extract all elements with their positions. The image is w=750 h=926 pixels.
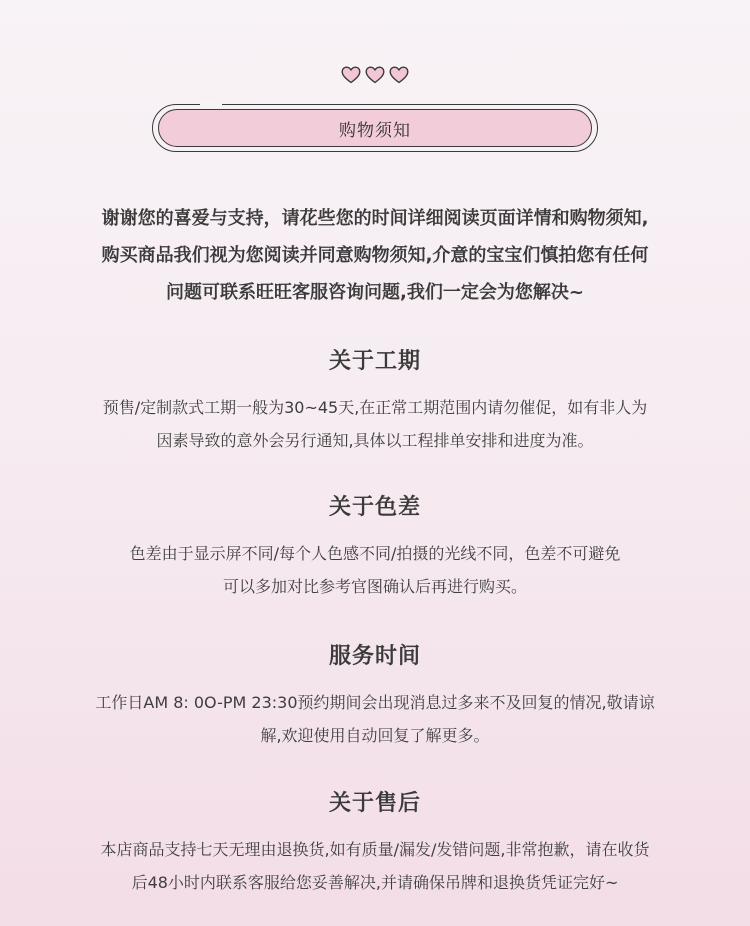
- section-body: [30, 391, 720, 457]
- section-body: [30, 537, 720, 603]
- intro-line: 问题可联系旺旺客服咨询问题,我们一定会为您解决~: [166, 282, 584, 303]
- title-banner-gap: [200, 101, 222, 107]
- section-line: 后48小时内联系客服给您妥善解决,并请确保吊牌和退换货凭证完好~: [131, 873, 619, 892]
- section-after-sales: [30, 789, 720, 899]
- section-service-hours: [30, 642, 720, 752]
- section-title: 关于色差: [328, 495, 421, 520]
- intro-line: 谢谢您的喜爱与支持，请花些您的时间详细阅读页面详情和购物须知,: [101, 208, 649, 229]
- section-line: 解,欢迎使用自动回复了解更多。: [260, 726, 490, 745]
- section-line: 本店商品支持七天无理由退换货,如有质量/漏发/发错问题,非常抱歉，请在收货: [100, 840, 650, 859]
- section-line: 因素导致的意外会另行通知,具体以工程排单安排和进度为准。: [156, 431, 594, 450]
- section-title: 服务时间: [328, 644, 421, 669]
- heart-icon: [365, 66, 385, 84]
- heart-icon: [389, 66, 409, 84]
- intro-paragraph: [40, 200, 710, 311]
- title-banner: [152, 104, 598, 152]
- heart-icon: [341, 66, 361, 84]
- section-line: 可以多加对比参考官图确认后再进行购买。: [222, 577, 527, 596]
- section-lead-time: [30, 347, 720, 457]
- section-body: [30, 686, 720, 752]
- section-title: 关于售后: [328, 791, 421, 816]
- section-line: 预售/定制款式工期一般为30~45天,在正常工期范围内请勿催促，如有非人为: [102, 398, 648, 417]
- section-line: 工作日AM 8: 0O-PM 23:30预约期间会出现消息过多来不及回复的情况,敬请谅: [95, 693, 655, 712]
- page-title: 购物须知: [158, 109, 592, 147]
- intro-line: 购买商品我们视为您阅读并同意购物须知,介意的宝宝们慎拍您有任何: [101, 245, 649, 266]
- section-color-difference: [30, 493, 720, 603]
- section-line: 色差由于显示屏不同/每个人色感不同/拍摄的光线不同，色差不可避免: [129, 544, 621, 563]
- section-body: [30, 833, 720, 899]
- hearts-decoration: [0, 66, 750, 84]
- section-title: 关于工期: [328, 349, 421, 374]
